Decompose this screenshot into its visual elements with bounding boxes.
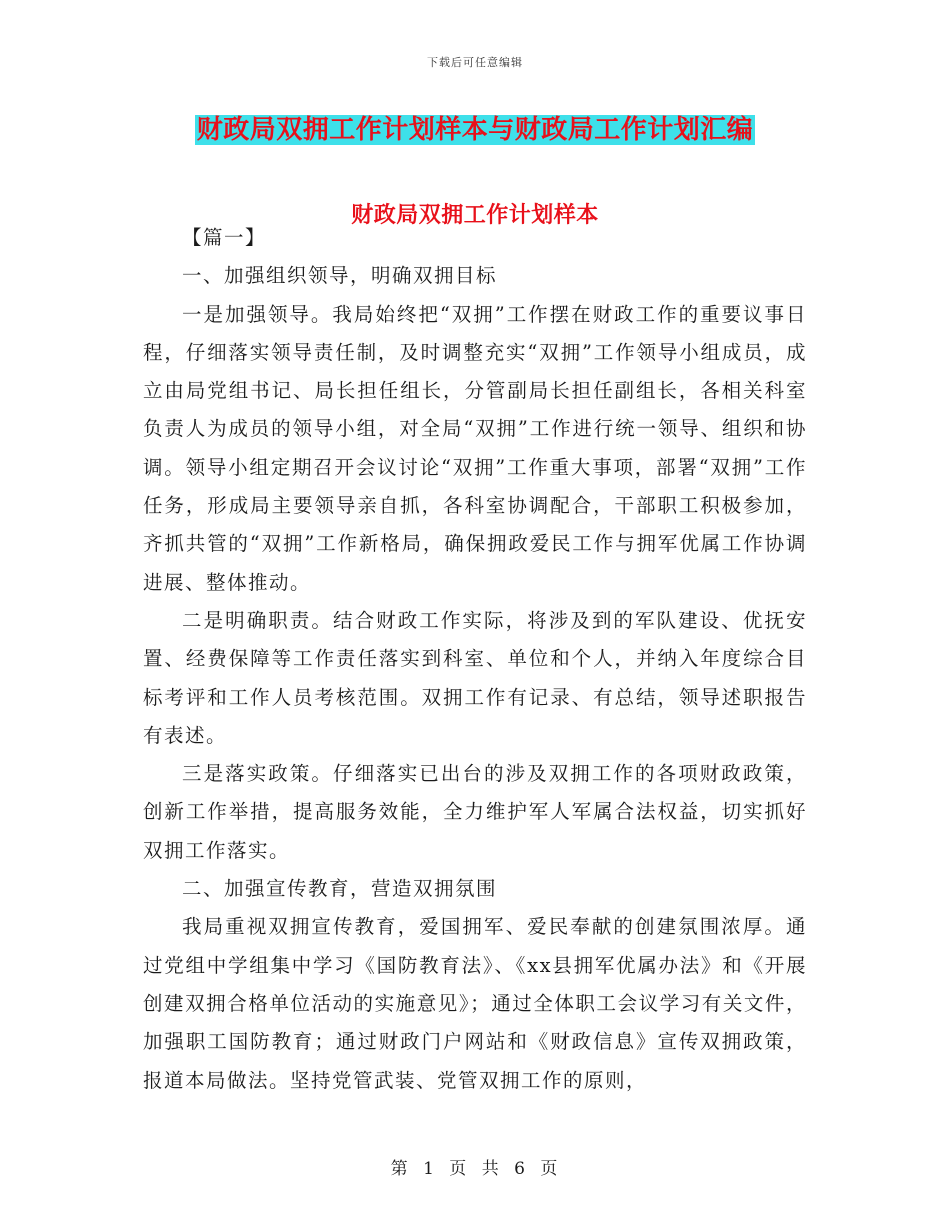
section-marker: 【篇一】	[182, 226, 267, 249]
section-heading-2: 二、加强宣传教育，营造双拥氛围	[182, 877, 498, 901]
body-paragraph: 我局重视双拥宣传教育，爱国拥军、爱民奉献的创建氛围浓厚。通过党组中学组集中学习《国防教育法》、《xx县拥军优属办法》和《开展创建双拥合格单位活动的实施意见》；通过全体职工会议学习有关文件，加强职工国防教育；通过财政门户网站和《财政信息》宣传双拥政策，报道本局做法。坚持党管武装、党管双拥工作的原则，	[143, 915, 807, 1092]
body-paragraph: 三是落实政策。仔细落实已出台的涉及双拥工作的各项财政政策，创新工作举措，提高服务效能，全力维护军人军属合法权益，切实抓好双拥工作落实。	[143, 762, 807, 862]
page-header-note: 下载后可任意编辑	[427, 56, 523, 69]
section-heading-1: 一、加强组织领导，明确双拥目标	[182, 264, 498, 288]
document-subtitle: 财政局双拥工作计划样本	[351, 202, 599, 228]
body-paragraph: 一是加强领导。我局始终把“双拥”工作摆在财政工作的重要议事日程，仔细落实领导责任制，及时调整充实“双拥”工作领导小组成员，成立由局党组书记、局长担任组长，分管副局长担任副组长，各相关科室负责人为成员的领导小组，对全局“双拥”工作进行统一领导、组织和协调。领导小组定期召开会议讨论“双拥”工作重大事项，部署“双拥”工作任务，形成局主要领导亲自抓，各科室协调配合，干部职工积极参加，齐抓共管的“双拥”工作新格局，确保拥政爱民工作与拥军优属工作协调进展、整体推动。	[143, 302, 807, 594]
page-number: 第 1 页 共 6 页	[390, 1159, 560, 1179]
body-paragraph: 二是明确职责。结合财政工作实际，将涉及到的军队建设、优抚安置、经费保障等工作责任落实到科室、单位和个人，并纳入年度综合目标考评和工作人员考核范围。双拥工作有记录、有总结，领导述职报告有表述。	[143, 608, 807, 747]
document-body	[143, 219, 807, 1100]
document-title-text: 财政局双拥工作计划样本与财政局工作计划汇编	[196, 115, 754, 145]
document-title	[0, 112, 950, 148]
